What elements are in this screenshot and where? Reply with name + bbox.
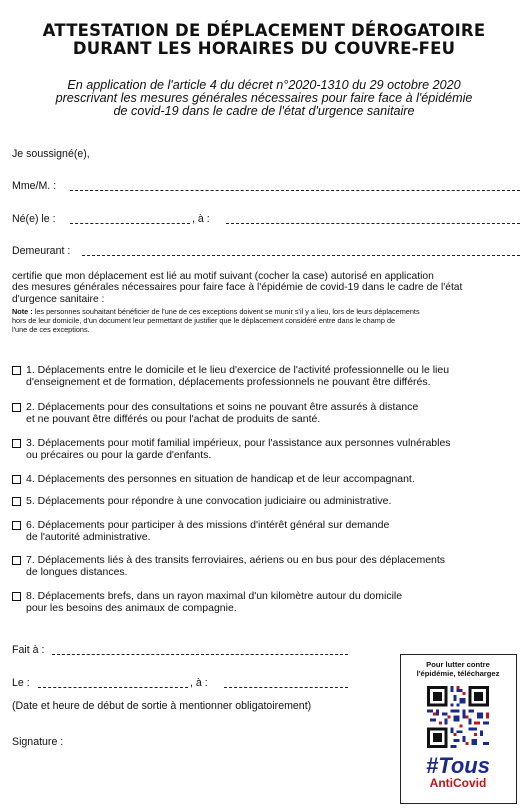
signature-label: Signature : — [12, 736, 64, 748]
reason-text: et ne pouvant être différés ou pour l'achat de produits de santé. — [26, 412, 321, 425]
certify-line: certifie que mon déplacement est lié au motif suivant (cocher la case) autorisé en application — [12, 271, 434, 282]
document-title-line1: ATTESTATION DE DÉPLACEMENT DÉROGATOIRE — [42, 21, 486, 40]
reason-text: 3. Déplacements pour motif familial impérieux, pour l'assistance aux personnes vulnérables — [26, 437, 451, 449]
birth-place-label: , à : — [192, 213, 210, 225]
fait-a-field[interactable] — [52, 654, 348, 655]
fait-a-label: Fait à : — [12, 644, 45, 656]
qr-code-icon[interactable] — [427, 686, 489, 748]
reason-checkbox[interactable] — [12, 475, 21, 484]
note-line: l'une de ces exceptions. — [12, 324, 90, 334]
reason-text: ou précaires ou pour la garde d'enfants. — [26, 448, 212, 461]
address-field[interactable] — [82, 255, 520, 256]
note-line: hors de leur domicile, d'un document leur permettant de justifier que le déplacement considéré entre dans le champ de — [12, 315, 396, 325]
birth-date-field[interactable] — [70, 223, 190, 224]
reason-checkbox[interactable] — [12, 592, 21, 601]
reason-text: 1. Déplacements entre le domicile et le lieu d'exercice de l'activité professionnelle ou le lieu — [26, 364, 450, 376]
soussigne-label: Je soussigné(e), — [12, 148, 90, 160]
reason-checkbox[interactable] — [12, 439, 21, 448]
note-line: les personnes souhaitant bénéficier de l'une de ces exceptions doivent se munir s'il y a lieu, lors de leurs déplacements — [32, 307, 420, 316]
birth-date-label: Né(e) le : — [12, 213, 56, 225]
legal-reference-line: En application de l'article 4 du décret n°2020-1310 du 29 octobre 2020 — [67, 78, 461, 92]
reason-text: 2. Déplacements pour des consultations et soins ne pouvant être assurés à distance — [26, 401, 419, 413]
qr-caption-line: l'épidémie, téléchargez — [416, 669, 500, 678]
reason-checkbox[interactable] — [12, 366, 21, 375]
reason-checkbox[interactable] — [12, 521, 21, 530]
qr-caption — [401, 660, 515, 678]
reason-text: 6. Déplacements pour participer à des missions d'intérêt général sur demande — [26, 519, 390, 531]
reason-text: 5. Déplacements pour répondre à une convocation judiciaire ou administrative. — [26, 495, 392, 507]
reason-checkbox[interactable] — [12, 403, 21, 412]
document-title-line2: DURANT LES HORAIRES DU COUVRE-FEU — [72, 39, 456, 58]
reason-text: d'enseignement et de formation, déplacements professionnels ne pouvant être différés. — [26, 375, 431, 388]
time-label: , à : — [190, 677, 208, 689]
time-field[interactable] — [224, 687, 348, 688]
qr-caption-line: Pour lutter contre — [426, 660, 490, 669]
reason-text: 7. Déplacements liés à des transits ferroviaires, aériens ou en bus pour des déplacements — [26, 554, 446, 566]
certify-paragraph — [12, 271, 520, 305]
certify-line: des mesures générales nécessaires pour faire face à l'épidémie de covid-19 dans le cadre de l'état — [12, 282, 463, 294]
birth-place-field[interactable] — [226, 223, 520, 224]
legal-reference-line: prescrivant les mesures générales nécessaires pour faire face à l'épidémie — [55, 91, 473, 105]
reason-text: 8. Déplacements brefs, dans un rayon maximal d'un kilomètre autour du domicile — [26, 590, 403, 602]
name-label: Mme/M. : — [12, 180, 57, 192]
note-label: Note : — [12, 307, 33, 316]
note-paragraph — [12, 308, 522, 334]
date-field[interactable] — [38, 687, 188, 688]
address-label: Demeurant : — [12, 245, 71, 257]
reason-text: de l'autorité administrative. — [26, 530, 151, 543]
certify-line: d'urgence sanitaire : — [12, 293, 105, 305]
date-label: Le : — [12, 677, 30, 689]
tousanticovid-tag-sub: AntiCovid — [429, 776, 487, 790]
tousanticovid-panel — [400, 654, 517, 804]
tousanticovid-tag: #Tous — [426, 753, 490, 778]
reason-text: 4. Déplacements des personnes en situation de handicap et de leur accompagnant. — [26, 473, 415, 485]
reason-text: de longues distances. — [26, 565, 128, 578]
date-note: (Date et heure de début de sortie à mentionner obligatoirement) — [12, 700, 312, 712]
reason-text: pour les besoins des animaux de compagnie. — [26, 601, 237, 614]
legal-reference-line: de covid-19 dans le cadre de l'état d'urgence sanitaire — [113, 104, 415, 118]
legal-reference — [0, 79, 528, 118]
name-field[interactable] — [70, 190, 520, 191]
reason-checkbox[interactable] — [12, 497, 21, 506]
reason-checkbox[interactable] — [12, 556, 21, 565]
